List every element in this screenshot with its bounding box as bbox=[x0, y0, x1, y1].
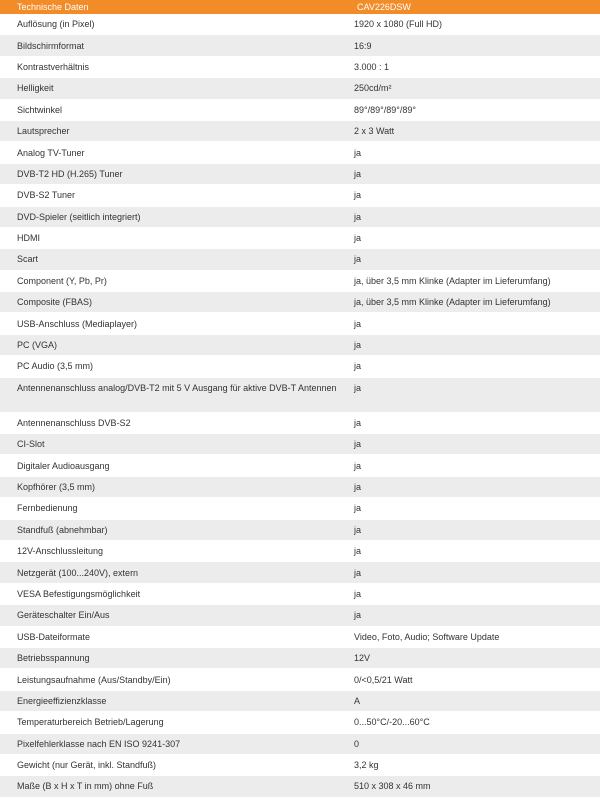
table-row bbox=[0, 120, 600, 141]
spec-label: HDMI bbox=[0, 227, 340, 248]
table-row bbox=[0, 206, 600, 227]
table-row bbox=[0, 163, 600, 184]
table-row bbox=[0, 313, 600, 334]
spec-label: Betriebsspannung bbox=[0, 647, 340, 668]
table-row bbox=[0, 733, 600, 754]
spec-label: Antennenanschluss DVB-S2 bbox=[0, 412, 340, 433]
table-row bbox=[0, 669, 600, 690]
spec-value: ja bbox=[340, 434, 600, 455]
spec-label: Sichtwinkel bbox=[0, 99, 340, 120]
table-row bbox=[0, 562, 600, 583]
spec-label: Fernbedienung bbox=[0, 498, 340, 519]
spec-label: 12V-Anschlussleitung bbox=[0, 540, 340, 561]
table-row bbox=[0, 647, 600, 668]
spec-body bbox=[0, 14, 600, 797]
spec-value: 0...50°C/-20...60°C bbox=[340, 712, 600, 733]
spec-label: Component (Y, Pb, Pr) bbox=[0, 270, 340, 291]
table-row bbox=[0, 356, 600, 377]
table-row bbox=[0, 377, 600, 412]
spec-label: Kopfhörer (3,5 mm) bbox=[0, 476, 340, 497]
spec-label: Helligkeit bbox=[0, 78, 340, 99]
spec-label: Energieeffizienzklasse bbox=[0, 690, 340, 711]
spec-label: Leistungsaufnahme (Aus/Standby/Ein) bbox=[0, 669, 340, 690]
spec-label: VESA Befestigungsmöglichkeit bbox=[0, 583, 340, 604]
table-row bbox=[0, 754, 600, 775]
table-row bbox=[0, 142, 600, 163]
table-row bbox=[0, 412, 600, 433]
table-row bbox=[0, 78, 600, 99]
spec-value: ja bbox=[340, 455, 600, 476]
spec-label: Standfuß (abnehmbar) bbox=[0, 519, 340, 540]
spec-label: Pixelfehlerklasse nach EN ISO 9241-307 bbox=[0, 733, 340, 754]
spec-value: 510 x 308 x 46 mm bbox=[340, 776, 600, 797]
spec-value: 3,2 kg bbox=[340, 754, 600, 775]
spec-label: Lautsprecher bbox=[0, 120, 340, 141]
spec-value: 12V bbox=[340, 647, 600, 668]
spec-value: 0 bbox=[340, 733, 600, 754]
spec-label: Digitaler Audioausgang bbox=[0, 455, 340, 476]
table-row bbox=[0, 270, 600, 291]
spec-label: USB-Anschluss (Mediaplayer) bbox=[0, 313, 340, 334]
table-row bbox=[0, 434, 600, 455]
spec-value: ja bbox=[340, 562, 600, 583]
spec-value: 3.000 : 1 bbox=[340, 56, 600, 77]
spec-label: Antennenanschluss analog/DVB-T2 mit 5 V Ausgang für aktive DVB-T Antennen bbox=[0, 377, 340, 412]
table-row bbox=[0, 227, 600, 248]
spec-label: DVB-T2 HD (H.265) Tuner bbox=[0, 163, 340, 184]
table-row bbox=[0, 626, 600, 647]
spec-label: Kontrastverhältnis bbox=[0, 56, 340, 77]
table-row bbox=[0, 690, 600, 711]
spec-label: DVB-S2 Tuner bbox=[0, 185, 340, 206]
spec-label: Bildschirmformat bbox=[0, 35, 340, 56]
table-row bbox=[0, 56, 600, 77]
spec-value: ja bbox=[340, 249, 600, 270]
spec-value: ja bbox=[340, 412, 600, 433]
spec-value: 16:9 bbox=[340, 35, 600, 56]
table-header-row bbox=[0, 0, 600, 14]
table-row bbox=[0, 185, 600, 206]
spec-label: Maße (B x H x T in mm) ohne Fuß bbox=[0, 776, 340, 797]
spec-value: Video, Foto, Audio; Software Update bbox=[340, 626, 600, 647]
spec-label: CI-Slot bbox=[0, 434, 340, 455]
table-row bbox=[0, 455, 600, 476]
spec-value: ja bbox=[340, 377, 600, 412]
spec-value: ja bbox=[340, 498, 600, 519]
header-model: CAV226DSW bbox=[340, 0, 600, 14]
spec-value: ja bbox=[340, 334, 600, 355]
table-row bbox=[0, 712, 600, 733]
spec-value: ja bbox=[340, 142, 600, 163]
header-label: Technische Daten bbox=[0, 0, 340, 14]
spec-value: ja bbox=[340, 356, 600, 377]
table-row bbox=[0, 519, 600, 540]
spec-value: ja bbox=[340, 476, 600, 497]
spec-value: ja bbox=[340, 227, 600, 248]
spec-value: A bbox=[340, 690, 600, 711]
table-row bbox=[0, 334, 600, 355]
table-row bbox=[0, 498, 600, 519]
table-row bbox=[0, 292, 600, 313]
spec-value: ja bbox=[340, 519, 600, 540]
spec-label: Gewicht (nur Gerät, inkl. Standfuß) bbox=[0, 754, 340, 775]
table-row bbox=[0, 14, 600, 35]
table-row bbox=[0, 605, 600, 626]
spec-label: Scart bbox=[0, 249, 340, 270]
spec-label: Composite (FBAS) bbox=[0, 292, 340, 313]
spec-label: Temperaturbereich Betrieb/Lagerung bbox=[0, 712, 340, 733]
spec-value: ja bbox=[340, 185, 600, 206]
spec-value: ja, über 3,5 mm Klinke (Adapter im Lieferumfang) bbox=[340, 292, 600, 313]
table-row bbox=[0, 776, 600, 797]
spec-label: Auflösung (in Pixel) bbox=[0, 14, 340, 35]
spec-value: 2 x 3 Watt bbox=[340, 120, 600, 141]
spec-value: 250cd/m² bbox=[340, 78, 600, 99]
table-row bbox=[0, 476, 600, 497]
table-row bbox=[0, 540, 600, 561]
table-row bbox=[0, 249, 600, 270]
table-row bbox=[0, 583, 600, 604]
spec-label: PC (VGA) bbox=[0, 334, 340, 355]
spec-label: Analog TV-Tuner bbox=[0, 142, 340, 163]
spec-value: 1920 x 1080 (Full HD) bbox=[340, 14, 600, 35]
table-row bbox=[0, 99, 600, 120]
spec-value: ja, über 3,5 mm Klinke (Adapter im Lieferumfang) bbox=[340, 270, 600, 291]
table-row bbox=[0, 35, 600, 56]
spec-value: ja bbox=[340, 605, 600, 626]
spec-label: PC Audio (3,5 mm) bbox=[0, 356, 340, 377]
spec-label: DVD-Spieler (seitlich integriert) bbox=[0, 206, 340, 227]
spec-value: ja bbox=[340, 313, 600, 334]
spec-value: 89°/89°/89°/89° bbox=[340, 99, 600, 120]
spec-label: Geräteschalter Ein/Aus bbox=[0, 605, 340, 626]
spec-value: 0/<0,5/21 Watt bbox=[340, 669, 600, 690]
spec-value: ja bbox=[340, 163, 600, 184]
spec-label: USB-Dateiformate bbox=[0, 626, 340, 647]
spec-value: ja bbox=[340, 540, 600, 561]
spec-label: Netzgerät (100...240V), extern bbox=[0, 562, 340, 583]
spec-value: ja bbox=[340, 206, 600, 227]
spec-value: ja bbox=[340, 583, 600, 604]
